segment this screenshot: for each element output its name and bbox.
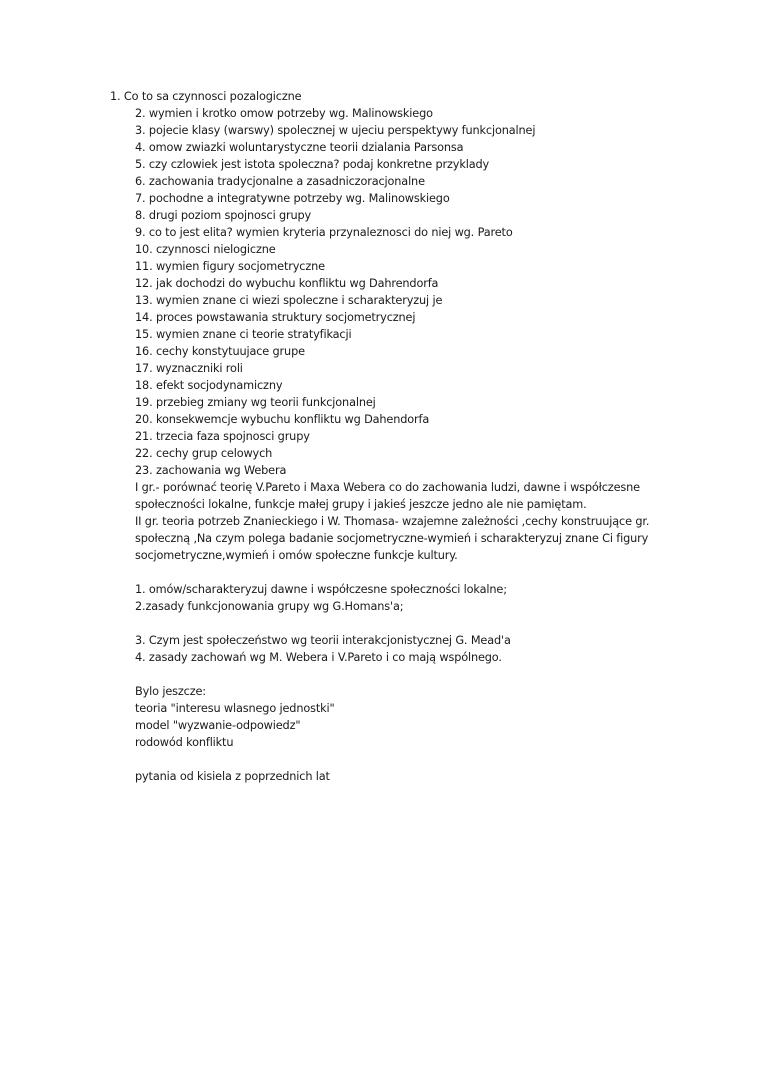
question-item: 9. co to jest elita? wymien kryteria przynaleznosci do niej wg. Pareto <box>135 226 513 239</box>
section3-line: 4. zasady zachowań wg M. Webera i V.Pareto i co mają wspólnego. <box>135 651 502 664</box>
extra-line: teoria "interesu wlasnego jednostki" <box>135 702 335 715</box>
spacer <box>0 666 760 683</box>
question-item: 16. cechy konstytuujace grupe <box>135 345 305 358</box>
question-item-1: 1. Co to sa czynnosci pozalogiczne <box>110 90 302 103</box>
spacer <box>0 751 760 768</box>
question-item: 13. wymien znane ci wiezi spoleczne i scharakteryzuj je <box>135 294 443 307</box>
section3-line: 3. Czym jest społeczeństwo wg teorii interakcjonistycznej G. Mead'a <box>135 634 511 647</box>
question-item: 8. drugi poziom spojnosci grupy <box>135 209 312 222</box>
question-item: 7. pochodne a integratywne potrzeby wg. Malinowskiego <box>135 192 450 205</box>
section2-line: 1. omów/scharakteryzuj dawne i współczesne społeczności lokalne; <box>135 583 507 596</box>
question-item: 23. zachowania wg Webera <box>135 464 287 477</box>
question-item: 15. wymien znane ci teorie stratyfikacji <box>135 328 352 341</box>
question-item: 22. cechy grup celowych <box>135 447 273 460</box>
spacer <box>0 564 760 581</box>
group1-line: I gr.- porównać teorię V.Pareto i Maxa Webera co do zachowania ludzi, dawne i współczesne <box>135 481 640 494</box>
question-item: 6. zachowania tradycjonalne a zasadniczoracjonalne <box>135 175 425 188</box>
question-item: 19. przebieg zmiany wg teorii funkcjonalnej <box>135 396 376 409</box>
extra-heading: Bylo jeszcze: <box>135 685 206 698</box>
question-item: 14. proces powstawania struktury socjometrycznej <box>135 311 416 324</box>
question-item: 2. wymien i krotko omow potrzeby wg. Malinowskiego <box>135 107 433 120</box>
question-item: 11. wymien figury socjometryczne <box>135 260 325 273</box>
question-item: 18. efekt socjodynamiczny <box>135 379 283 392</box>
footer-note: pytania od kisiela z poprzednich lat <box>135 770 330 783</box>
group2-line: II gr. teoria potrzeb Znanieckiego i W. Thomasa- wzajemne zależności ,cechy konstruujące gr. <box>135 515 650 528</box>
group1-line: społeczności lokalne, funkcje małej grupy i jakieś jeszcze jedno ale nie pamiętam. <box>135 498 587 511</box>
question-item: 4. omow zwiazki woluntarystyczne teorii dzialania Parsonsa <box>135 141 464 154</box>
spacer <box>0 615 760 632</box>
question-item: 10. czynnosci nielogiczne <box>135 243 276 256</box>
section2-line: 2.zasady funkcjonowania grupy wg G.Homans'a; <box>135 600 404 613</box>
document-content <box>0 88 760 785</box>
question-item: 21. trzecia faza spojnosci grupy <box>135 430 310 443</box>
question-item: 12. jak dochodzi do wybuchu konfliktu wg Dahrendorfa <box>135 277 439 290</box>
group2-line: socjometryczne,wymień i omów społeczne funkcje kultury. <box>135 549 458 562</box>
question-item: 5. czy czlowiek jest istota spoleczna? podaj konkretne przyklady <box>135 158 490 171</box>
extra-line: model "wyzwanie-odpowiedz" <box>135 719 301 732</box>
question-item: 17. wyznaczniki roli <box>135 362 243 375</box>
question-item: 3. pojecie klasy (warswy) spolecznej w ujeciu perspektywy funkcjonalnej <box>135 124 536 137</box>
group2-line: społeczną ,Na czym polega badanie socjometryczne-wymień i scharakteryzuj znane Ci figury <box>135 532 649 545</box>
question-item: 20. konsekwemcje wybuchu konfliktu wg Dahendorfa <box>135 413 430 426</box>
extra-line: rodowód konfliktu <box>135 736 234 749</box>
